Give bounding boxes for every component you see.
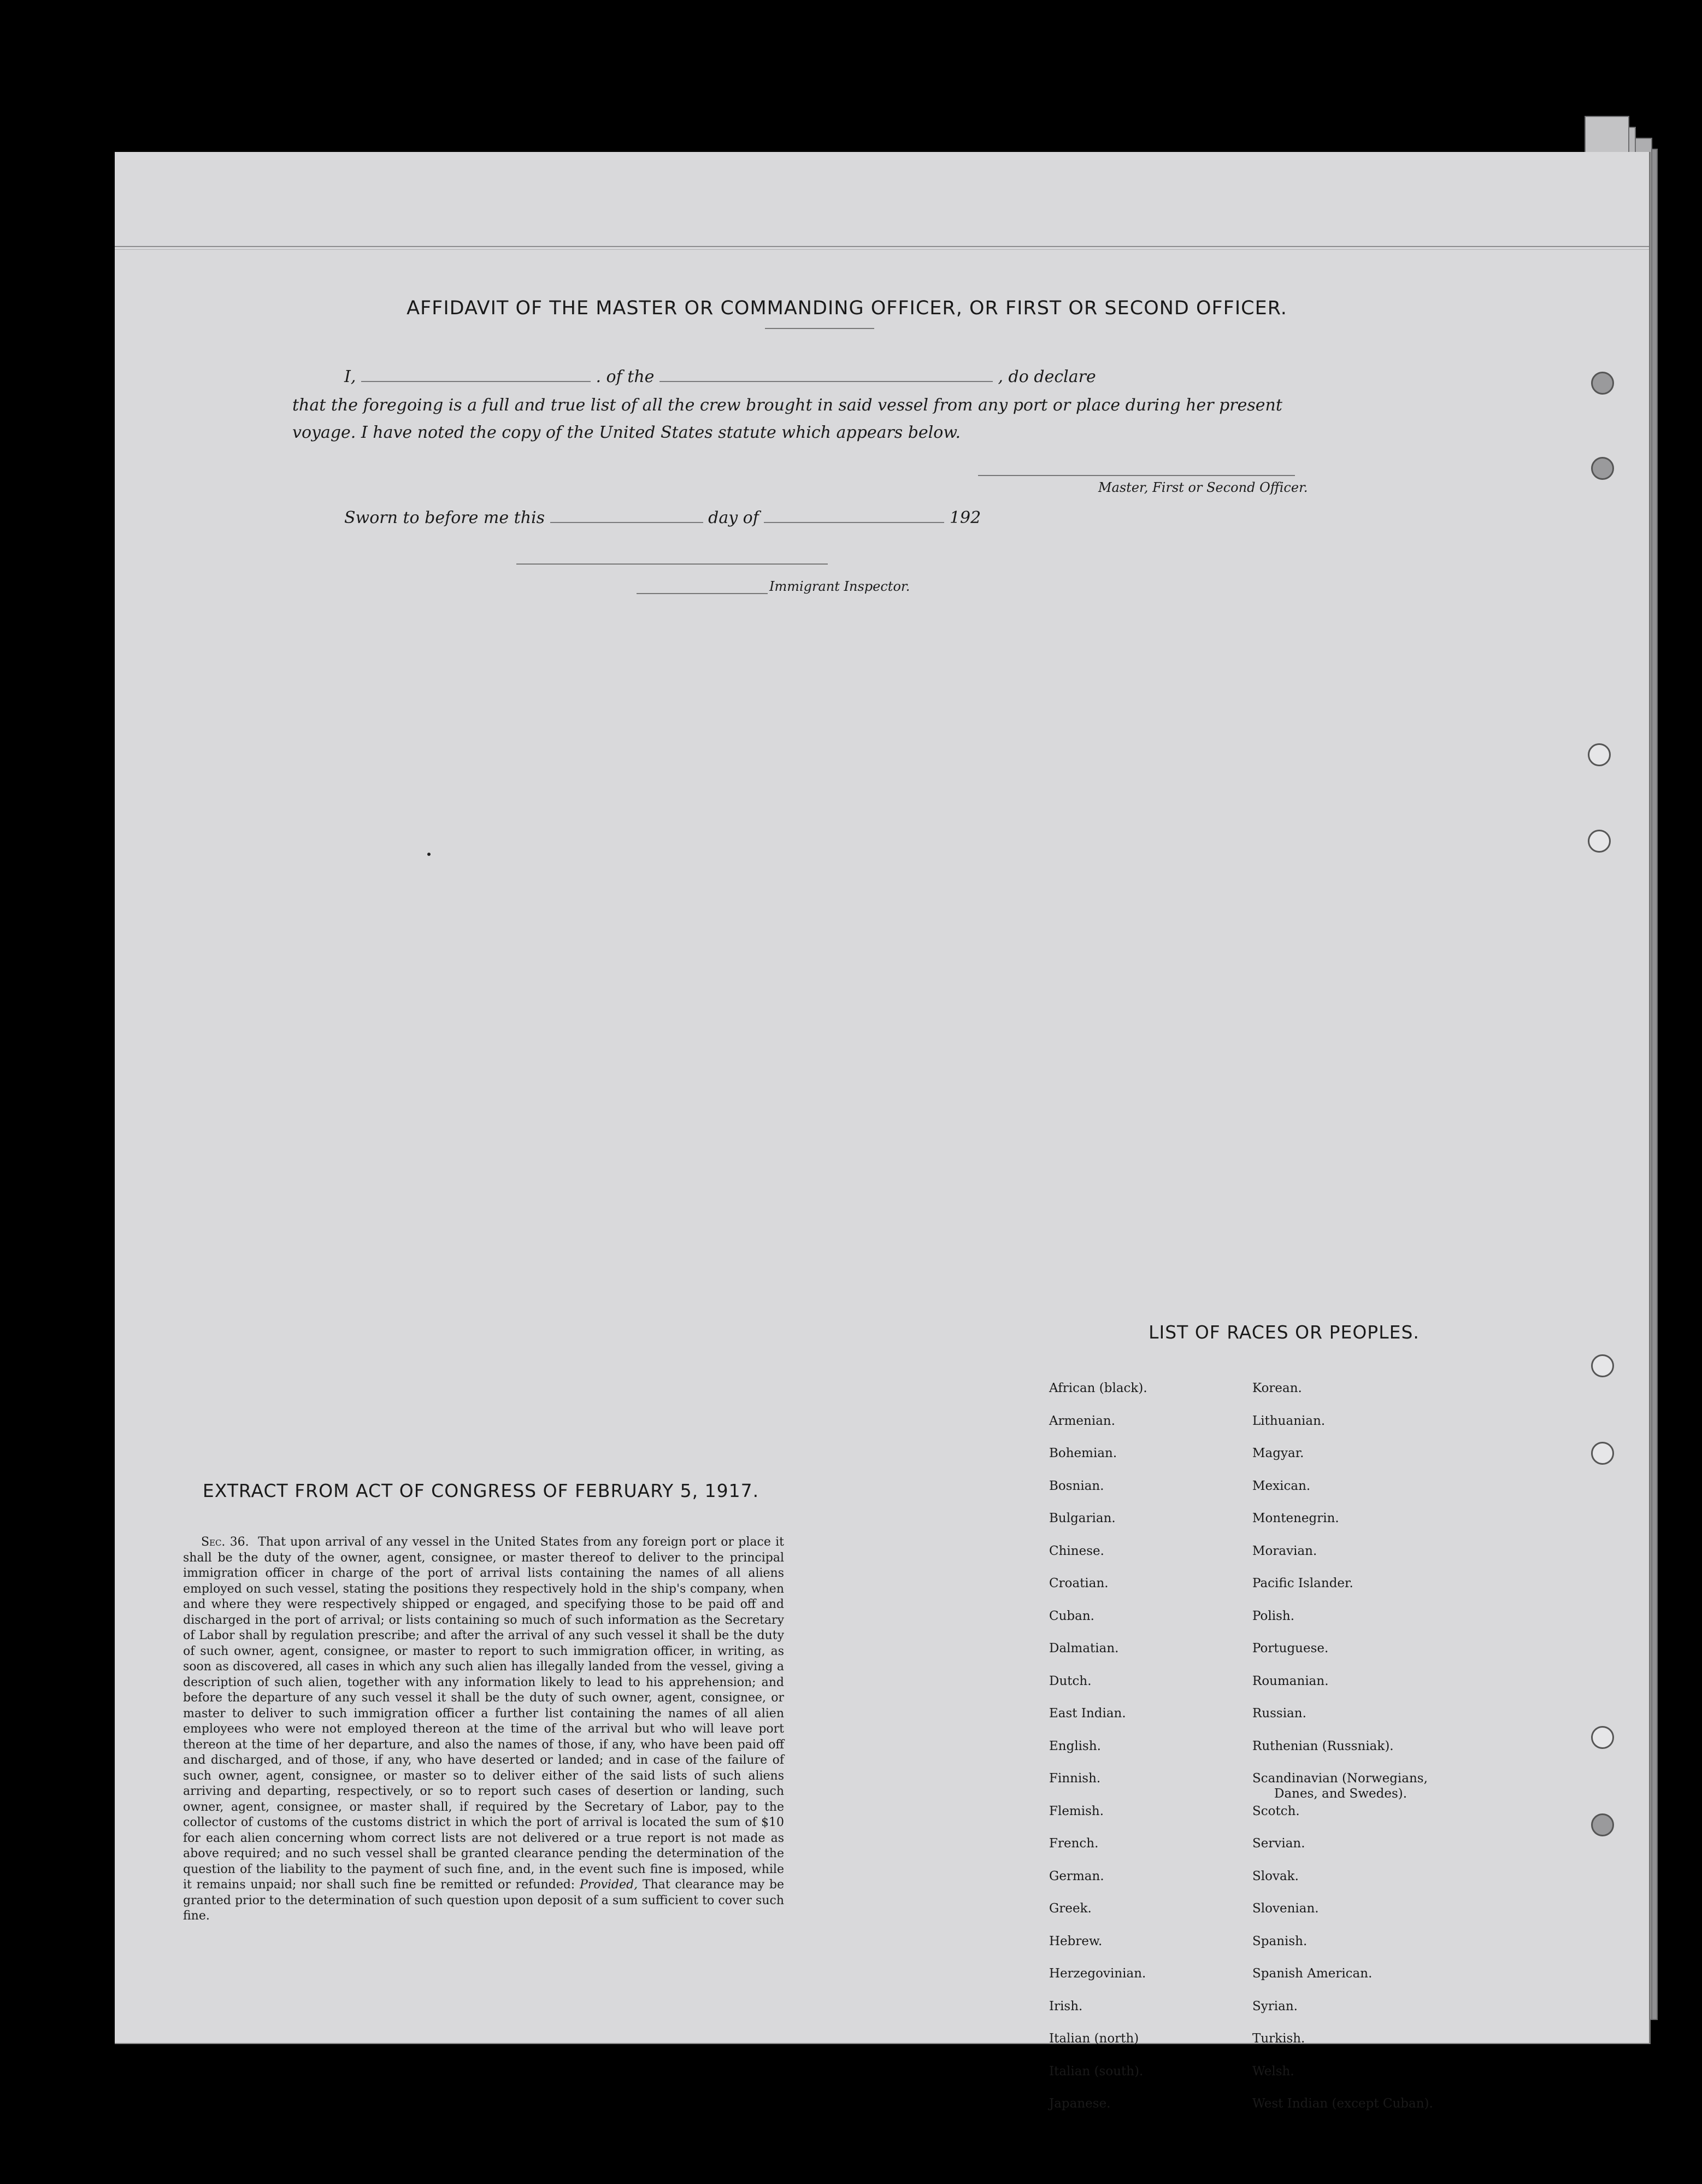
race-item: Lithuanian. xyxy=(1252,1413,1326,1428)
races-title: LIST OF RACES OR PEOPLES. xyxy=(1149,1322,1420,1343)
section-number: Sec. 36. xyxy=(201,1535,249,1549)
race-item: Spanish American. xyxy=(1252,1966,1373,1981)
race-item: West Indian (except Cuban). xyxy=(1252,2097,1433,2111)
provided-word: Provided, xyxy=(579,1878,638,1892)
inspector-short-line xyxy=(637,593,768,594)
race-item: Armenian. xyxy=(1049,1413,1116,1428)
race-item: Turkish. xyxy=(1252,2032,1305,2046)
race-item: French. xyxy=(1049,1836,1099,1851)
declaration-line-2: that the foregoing is a full and true list of all the crew brought in said vessel from any port or place during her present xyxy=(292,396,1282,415)
race-item: Welsh. xyxy=(1252,2064,1294,2079)
do-declare-label: , do declare xyxy=(998,367,1096,386)
declaration-line-1 xyxy=(344,367,1096,386)
sworn-day-blank[interactable] xyxy=(550,522,703,523)
race-item: Roumanian. xyxy=(1252,1674,1329,1688)
race-item: Slovenian. xyxy=(1252,1901,1319,1916)
vessel-blank[interactable] xyxy=(659,381,993,382)
inspector-signature-line[interactable] xyxy=(516,563,828,565)
race-item: Portuguese. xyxy=(1252,1641,1329,1655)
inspector-label: Immigrant Inspector. xyxy=(769,579,910,594)
speck xyxy=(427,853,431,856)
sworn-line xyxy=(344,508,981,527)
sworn-month-blank[interactable] xyxy=(764,522,944,523)
binder-hole xyxy=(1591,372,1614,395)
declaration-line-3: voyage. I have noted the copy of the United States statute which appears below. xyxy=(292,423,961,442)
race-item: African (black). xyxy=(1049,1381,1147,1395)
master-label: Master, First or Second Officer. xyxy=(1098,480,1308,495)
master-signature-line[interactable] xyxy=(978,475,1295,476)
race-item: Japanese. xyxy=(1049,2097,1111,2111)
binder-hole xyxy=(1591,1813,1614,1836)
affidavit-title: AFFIDAVIT OF THE MASTER OR COMMANDING OFFICER, OR FIRST OR SECOND OFFICER. xyxy=(407,297,1287,319)
title-underline xyxy=(765,328,874,329)
race-item: Bosnian. xyxy=(1049,1478,1104,1493)
race-item: Polish. xyxy=(1252,1608,1295,1623)
race-item: Danes, and Swedes). xyxy=(1274,1787,1407,1801)
race-item: Montenegrin. xyxy=(1252,1511,1339,1525)
race-item: Italian (north) xyxy=(1049,2032,1139,2046)
race-item: Mexican. xyxy=(1252,1478,1311,1493)
binder-hole xyxy=(1591,457,1614,480)
race-item: German. xyxy=(1049,1869,1104,1883)
race-item: Italian (south). xyxy=(1049,2064,1144,2079)
race-item: Slovak. xyxy=(1252,1869,1299,1883)
race-item: Servian. xyxy=(1252,1836,1305,1851)
race-item: Herzegovinian. xyxy=(1049,1966,1146,1981)
header-rule xyxy=(115,246,1649,250)
extract-body xyxy=(183,1535,784,1924)
race-item: Hebrew. xyxy=(1049,1934,1103,1948)
binder-hole xyxy=(1588,830,1611,853)
race-item: Finnish. xyxy=(1049,1771,1101,1786)
race-item: Scotch. xyxy=(1252,1804,1300,1818)
race-item: Dalmatian. xyxy=(1049,1641,1119,1655)
day-of-label: day of xyxy=(708,508,759,527)
race-item: Korean. xyxy=(1252,1381,1302,1395)
binder-hole xyxy=(1591,1726,1614,1749)
i-label: I, xyxy=(344,367,356,386)
race-item: Russian. xyxy=(1252,1706,1306,1721)
race-item: Moravian. xyxy=(1252,1543,1317,1558)
race-item: Pacific Islander. xyxy=(1252,1576,1353,1590)
race-item: Syrian. xyxy=(1252,1999,1298,2013)
race-item: Flemish. xyxy=(1049,1804,1104,1818)
race-item: Spanish. xyxy=(1252,1934,1308,1948)
name-blank[interactable] xyxy=(361,381,591,382)
extract-text: That upon arrival of any vessel in the United States from any foreign port or place it shall be the duty of the owner, agent, consignee, or master thereof to deliver to the principal immigration officer in charge of the port of arrival lists containing the names of all aliens employed on such vessel, stating the positions they respectively hold in the ship's company, when and where they were respectively shipped or engaged, and specifying those to be paid off and discharged in the port of arrival; or lists containing so much of such information as the Secretary of Labor shall by regulation prescribe; and after the arrival of any such vessel it shall be the duty of such owner, agent, consignee, or master to report to such immigration officer, in writing, as soon as discovered, all cases in which any such alien has illegally landed from the vessel, giving a description of such alien, together with any information likely to lead to his apprehension; and before the departure of any such vessel it shall be the duty of such owner, agent, consignee, or master to deliver to such immigration officer a further list containing the names of all alien employees who were not employed thereon at the time of the arrival but who will leave port thereon at the time of her departure, and also the names of those, if any, who have been paid off and discharged, and of those, if any, who have deserted or landed; and in case of the failure of such owner, agent, consignee, or master so to deliver either of the said lists of such aliens arriving and departing, respectively, or so to report such cases of desertion or landing, such owner, agent, consignee, or master shall, if required by the Secretary of Labor, pay to the collector of customs of the customs district in which the port of arrival is located the sum of $10 for each alien concerning whom correct lists are not delivered or a true report is not made as above required; and no such vessel shall be granted clearance pending the determination of the question of the liability to the payment of such fine, and, in the event such fine is imposed, while it remains unpaid; nor shall such fine be remitted or refunded: xyxy=(183,1535,784,1892)
race-item: Cuban. xyxy=(1049,1608,1094,1623)
race-item: Croatian. xyxy=(1049,1576,1109,1590)
race-item: Greek. xyxy=(1049,1901,1092,1916)
race-item: Magyar. xyxy=(1252,1446,1304,1460)
year-label: 192 xyxy=(949,508,981,527)
sworn-label: Sworn to before me this xyxy=(344,508,545,527)
race-item: Bohemian. xyxy=(1049,1446,1117,1460)
extract-title: EXTRACT FROM ACT OF CONGRESS OF FEBRUARY 5, 1917. xyxy=(202,1480,759,1501)
race-item: Chinese. xyxy=(1049,1543,1104,1558)
of-the-label: . of the xyxy=(596,367,655,386)
race-item: English. xyxy=(1049,1739,1101,1753)
binder-hole xyxy=(1591,1354,1614,1377)
race-item: Bulgarian. xyxy=(1049,1511,1116,1525)
document-page xyxy=(115,152,1651,2111)
race-item: Scandinavian (Norwegians, xyxy=(1252,1771,1428,1786)
binder-hole xyxy=(1588,743,1611,766)
race-item: Irish. xyxy=(1049,1999,1083,2013)
binder-hole xyxy=(1591,1442,1614,1465)
race-item: Ruthenian (Russniak). xyxy=(1252,1739,1394,1753)
race-item: Dutch. xyxy=(1049,1674,1092,1688)
extract-tail: That clearance may be granted prior to the determination of such question upon deposit of a sum sufficient to cover such fine. xyxy=(183,1878,784,1923)
race-item: East Indian. xyxy=(1049,1706,1126,1721)
